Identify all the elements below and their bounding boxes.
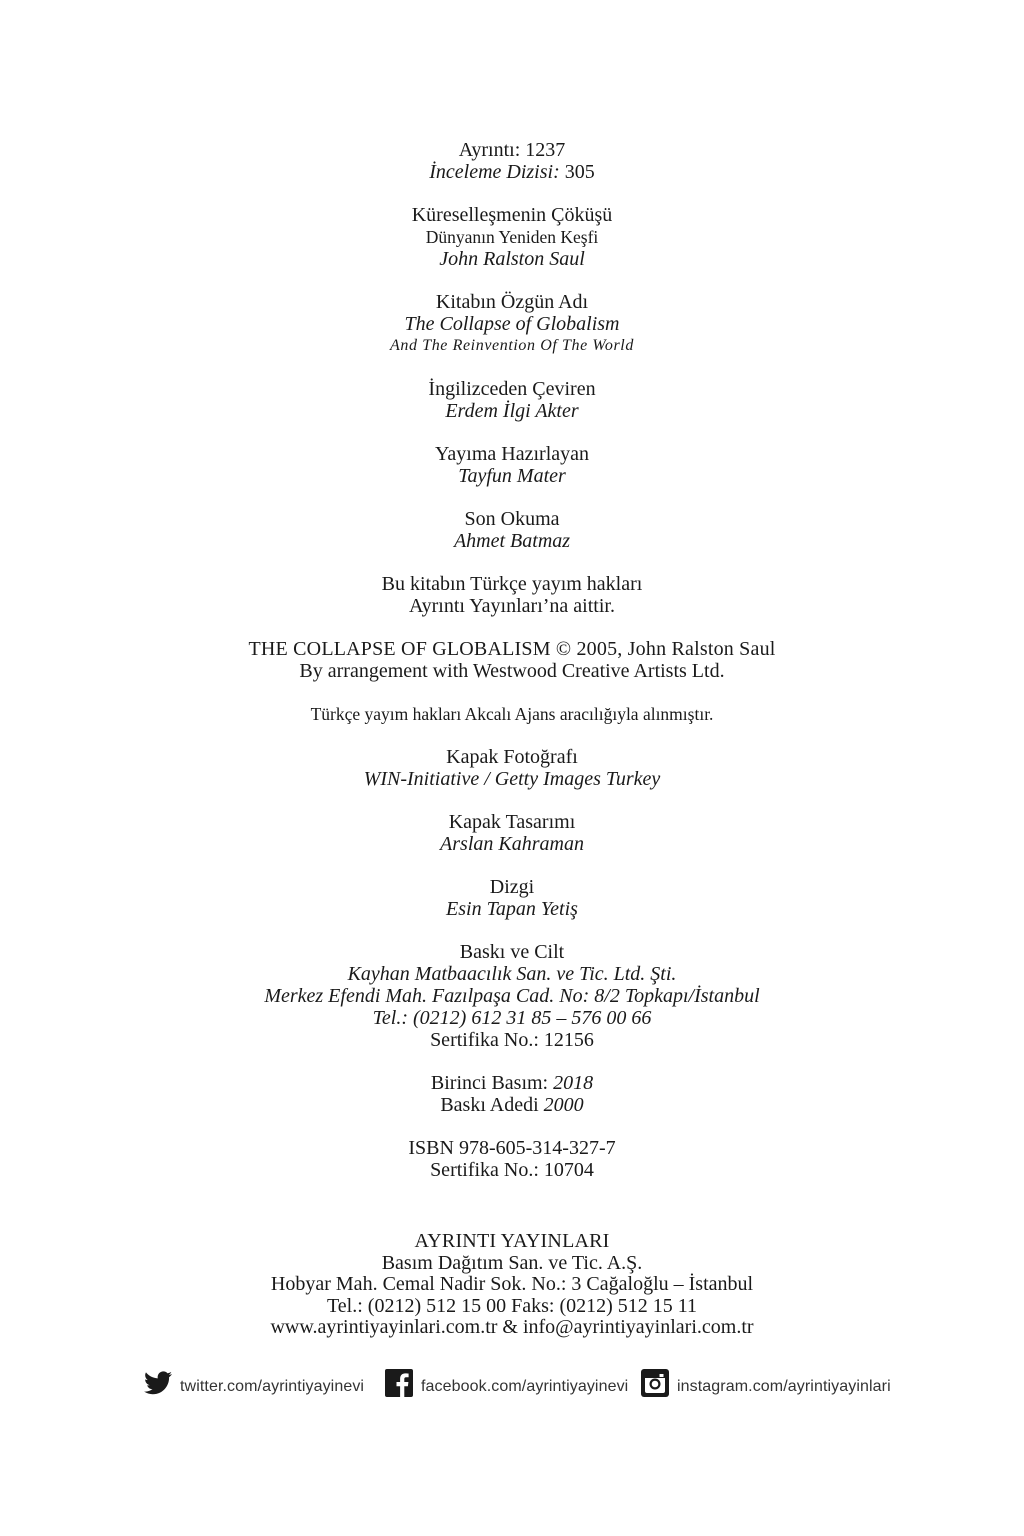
print-run (0, 1094, 1024, 1116)
typesetting-label: Dizgi (489, 876, 535, 898)
printing-certificate: Sertifika No.: 12156 (430, 1029, 594, 1051)
copyright-line-2: By arrangement with Westwood Creative Artists Ltd. (299, 660, 725, 682)
print-run-label: Baskı Adedi (440, 1094, 544, 1116)
isbn-number: ISBN 978-605-314-327-7 (408, 1137, 616, 1159)
printing-label: Baskı ve Cilt (459, 941, 565, 963)
printing-address: Merkez Efendi Mah. Fazılpaşa Cad. No: 8/2 Topkapı/İstanbul (264, 985, 760, 1007)
proofreader-block (0, 508, 1024, 552)
first-edition-label: Birinci Basım: (430, 1072, 554, 1094)
agency-block (0, 703, 1024, 725)
printing-block (0, 941, 1024, 1051)
rights-line-2: Ayrıntı Yayınları’na aittir. (409, 595, 615, 617)
series-subseries-label: İnceleme Dizisi: (429, 161, 560, 183)
proofreader-name: Ahmet Batmaz (453, 530, 571, 552)
book-title: Küreselleşmenin Çöküşü (411, 204, 613, 226)
original-title-block (0, 291, 1024, 357)
rights-block (0, 573, 1024, 617)
print-run-count: 2000 (543, 1094, 584, 1116)
printing-company: Kayhan Matbaacılık San. ve Tic. Ltd. Şti. (347, 963, 677, 985)
publisher-web: www.ayrintiyayinlari.com.tr & info@ayrintiyayinlari.com.tr (270, 1316, 754, 1338)
copyright-block (0, 638, 1024, 682)
editor-name: Tayfun Mater (458, 465, 566, 487)
instagram-link[interactable] (641, 1365, 891, 1401)
cover-photo-block (0, 746, 1024, 790)
facebook-link[interactable] (385, 1365, 628, 1401)
cover-photo-label: Kapak Fotoğrafı (446, 746, 578, 768)
publisher-name: AYRINTI YAYINLARI (414, 1230, 610, 1252)
rights-line-1: Bu kitabın Türkçe yayım hakları (381, 573, 643, 595)
editor-block (0, 443, 1024, 487)
first-edition (0, 1072, 1024, 1094)
facebook-icon (385, 1369, 413, 1397)
twitter-link[interactable] (144, 1365, 364, 1401)
editor-label: Yayıma Hazırlayan (434, 443, 590, 465)
cover-design-block (0, 811, 1024, 855)
original-subtitle: And The Reinvention Of The World (390, 337, 634, 354)
isbn-block (0, 1137, 1024, 1181)
series-block (0, 139, 1024, 183)
first-edition-year: 2018 (553, 1072, 594, 1094)
cover-design-name: Arslan Kahraman (440, 833, 584, 855)
agency-line: Türkçe yayım hakları Akcalı Ajans aracılığıyla alınmıştır. (310, 704, 714, 724)
instagram-icon (641, 1369, 669, 1397)
translator-name: Erdem İlgi Akter (445, 400, 579, 422)
twitter-icon (144, 1371, 172, 1395)
colophon-text (0, 139, 1024, 1202)
typesetting-name: Esin Tapan Yetiş (446, 898, 578, 920)
publisher-phone: Tel.: (0212) 512 15 00 Faks: (0212) 512 15 11 (326, 1294, 698, 1317)
series-subseries (0, 161, 1024, 183)
printing-phone: Tel.: (0212) 612 31 85 – 576 00 66 (372, 1007, 652, 1029)
edition-block (0, 1072, 1024, 1116)
translator-label: İngilizceden Çeviren (428, 378, 596, 400)
title-block (0, 204, 1024, 270)
proofreader-label: Son Okuma (464, 508, 560, 530)
facebook-url: facebook.com/ayrintiyayinevi (421, 1378, 629, 1395)
cover-design-label: Kapak Tasarımı (448, 811, 576, 833)
book-subtitle: Dünyanın Yeniden Keşfi (425, 227, 599, 247)
typesetting-block (0, 876, 1024, 920)
publisher-block (0, 1231, 1024, 1339)
translator-block (0, 378, 1024, 422)
original-title-label: Kitabın Özgün Adı (435, 291, 589, 313)
publisher-company: Basım Dağıtım San. ve Tic. A.Ş. (381, 1251, 643, 1274)
series-number: Ayrıntı: 1237 (458, 139, 566, 161)
publisher-address: Hobyar Mah. Cemal Nadir Sok. No.: 3 Cağaloğlu – İstanbul (270, 1273, 754, 1295)
book-author: John Ralston Saul (439, 248, 585, 270)
copyright-line-1: THE COLLAPSE OF GLOBALISM © 2005, John Ralston Saul (248, 638, 776, 660)
social-links (0, 1365, 1024, 1405)
original-title: The Collapse of Globalism (404, 313, 620, 335)
series-subseries-number: 305 (559, 161, 595, 183)
cover-photo-credit: WIN-Initiative / Getty Images Turkey (363, 768, 661, 790)
isbn-certificate: Sertifika No.: 10704 (430, 1159, 594, 1181)
instagram-url: instagram.com/ayrintiyayinlari (677, 1378, 891, 1395)
twitter-url: twitter.com/ayrintiyayinevi (180, 1378, 365, 1395)
